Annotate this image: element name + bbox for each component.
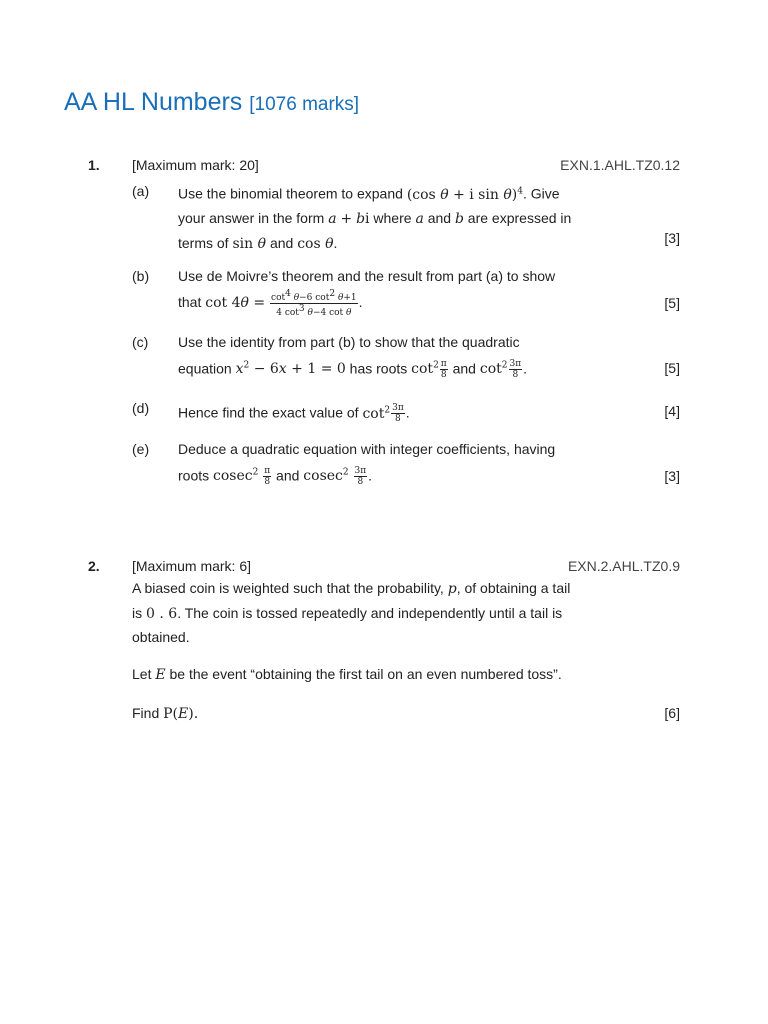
math-expression: cos θ <box>297 235 334 252</box>
math-expression: cosec$^2$ <box>213 467 259 485</box>
event-definition: Let E be the event “obtaining the first tail on an even numbered toss”. <box>132 666 562 683</box>
part-marks: [5] <box>664 360 680 376</box>
part-d-text: Hence find the exact value of $\cot^2$ $\frac{3\pi}{8}$ . <box>178 403 410 425</box>
question-2-stem: A biased coin is weighted such that the probability, p, of obtaining a tail is 0 . 6. The coin is tossed repeatedly and independently until a tail is obtained. <box>132 580 571 645</box>
math-expression: a <box>328 211 337 228</box>
math-expression: cot 4θ = <box>205 294 266 311</box>
part-marks: [3] <box>664 230 680 246</box>
part-e-text: Deduce a quadratic equation with integer coefficients, having roots cosec$^2$ $\frac{\pi}{8}$ and cosec$^2$ $\frac{3\pi}{8}$ . <box>178 441 556 487</box>
question-reference: EXN.1.AHL.TZ0.12 <box>560 157 680 173</box>
math-expression: sin θ <box>232 235 267 252</box>
total-marks: [1076 marks] <box>249 94 360 115</box>
page-title <box>64 88 359 117</box>
math-fraction: $\frac{\cot^4 \theta-6 \cot^2 \theta+1}{4 \cot^3 \theta-4 \cot \theta}$ <box>271 288 357 318</box>
part-marks: [4] <box>664 403 680 419</box>
math-expression: P(E). <box>163 706 199 722</box>
maximum-mark: [Maximum mark: 20] <box>132 157 259 173</box>
question-reference: EXN.2.AHL.TZ0.9 <box>567 558 680 574</box>
question-number: 1. <box>88 157 100 173</box>
question-number: 2. <box>88 558 100 574</box>
part-marks: [6] <box>664 705 680 721</box>
part-label: (e) <box>132 441 150 457</box>
part-label: (b) <box>132 268 150 284</box>
part-b-text: Use de Moivre’s theorem and the result from part (a) to show that cot 4θ = $\frac{\cot^4 \theta-6 \cot^2 \theta+1}{4 \cot^3 \theta-4 \cot \theta}$ . <box>178 268 556 318</box>
part-marks: [5] <box>664 295 680 311</box>
math-expression: $x^2 - 6x + 1 = 0$ <box>235 360 346 378</box>
math-expression: (cos θ + i sin θ)$^4$ <box>406 186 523 203</box>
part-c-text: Use the identity from part (b) to show that the quadratic equation $x^2 - 6x + 1 = 0$ has roots $\cot^2$ $\frac{\pi}{8}$ and $\cot^2$ $\frac{3\pi}{8}$ . <box>178 334 528 380</box>
part-marks: [3] <box>664 468 680 484</box>
part-label: (d) <box>132 400 150 416</box>
part-a-text: Use the binomial theorem to expand (cos θ + i sin θ)$^4$. Give your answer in the form a + bi where a and b are expressed in terms of sin θ and cos θ. <box>178 185 572 252</box>
question-2-task: Find P(E). <box>132 705 199 722</box>
math-expression: $\cot^2$ <box>362 405 391 422</box>
math-expression: cosec$^2$ <box>303 467 349 485</box>
math-expression: $\cot^2$ <box>479 360 508 378</box>
title-text: AA HL Numbers <box>64 88 243 116</box>
maximum-mark: [Maximum mark: 6] <box>132 558 252 574</box>
part-label: (a) <box>132 183 150 199</box>
math-expression: $\cot^2$ <box>411 360 439 378</box>
part-label: (c) <box>132 334 149 350</box>
